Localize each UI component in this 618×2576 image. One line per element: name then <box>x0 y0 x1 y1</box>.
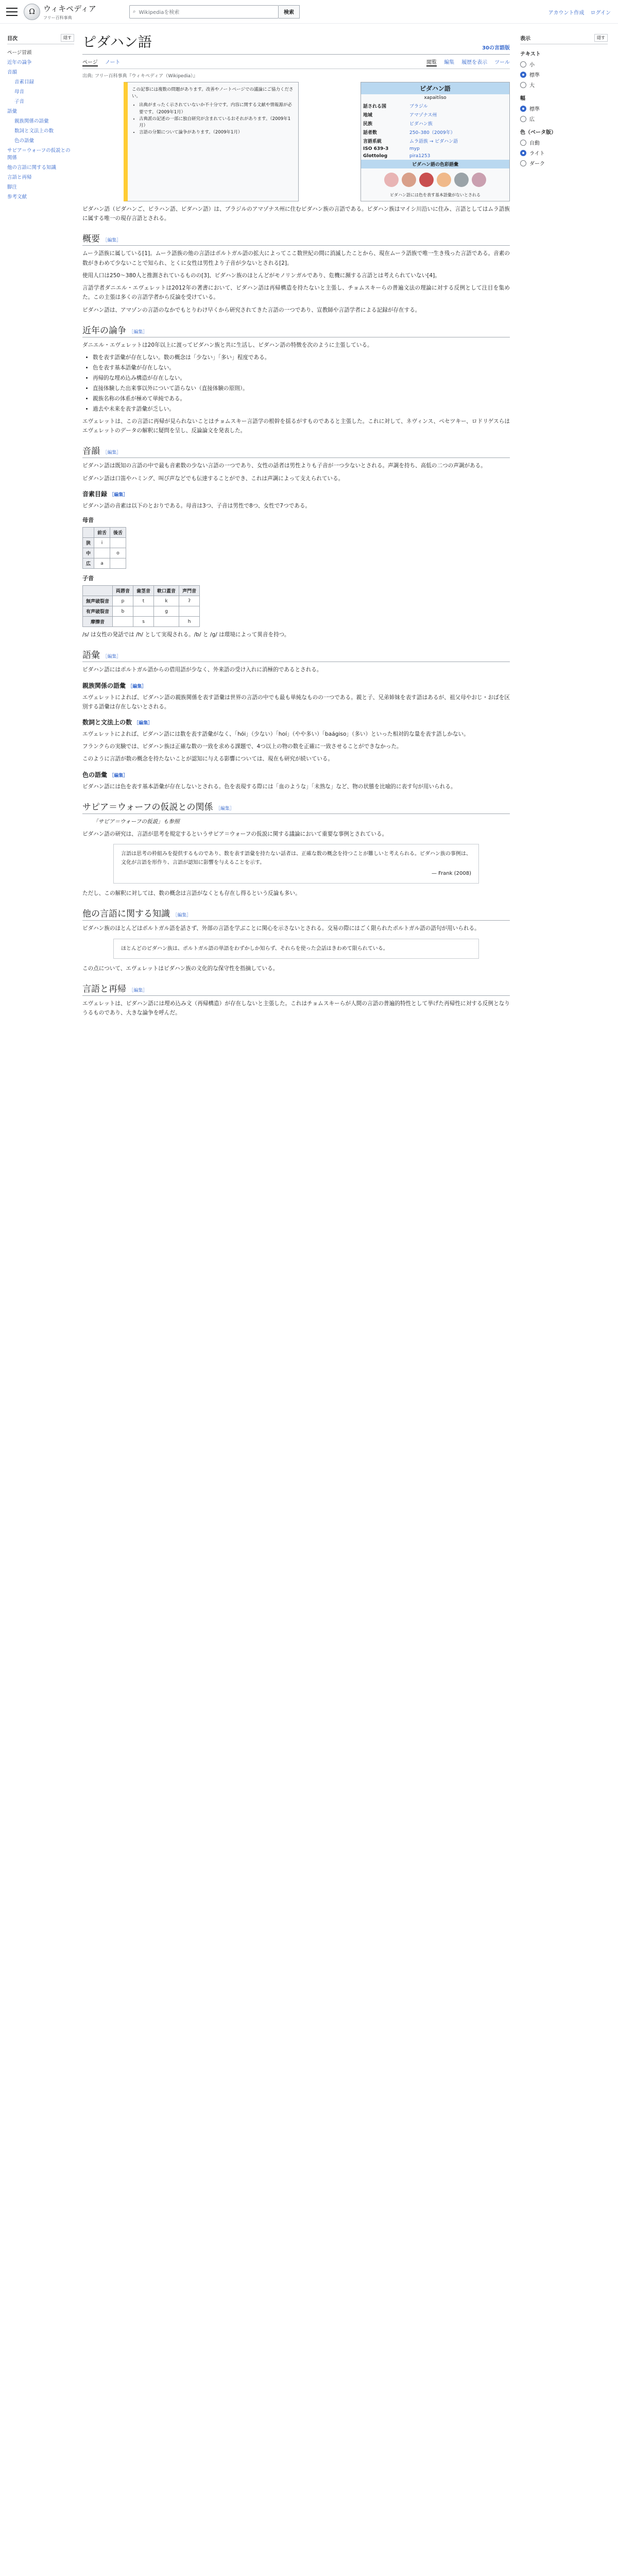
row-header: 広 <box>83 558 94 569</box>
width-option-wide[interactable]: 広 <box>520 115 608 123</box>
infobox-label: 民族 <box>363 122 373 127</box>
color-swatch <box>384 173 399 187</box>
see-also-note: 「サピア＝ウォーフの仮説」も参照 <box>93 818 180 825</box>
tab-talk[interactable]: ノート <box>105 60 121 65</box>
dispute-list <box>93 353 510 414</box>
infobox-value: pira1253 <box>409 154 431 159</box>
section-heading: 他の言語に関する知識 ［編集］ <box>82 906 510 921</box>
infobox-title: ピダハン語 <box>361 82 509 94</box>
color-swatch <box>454 173 469 187</box>
search-icon: ⌕ <box>133 9 136 14</box>
article-content <box>82 31 510 1021</box>
section-heading: 言語と再帰 ［編集］ <box>82 981 510 996</box>
quote-text: ほとんどのピダハン族は、ポルトガル語の単語をわずかしか知らず、それらを使った会話はきわめて限られている。 <box>121 945 388 952</box>
table-header: 軟口蓋音 <box>154 586 179 596</box>
color-swatch <box>402 173 416 187</box>
tab-read[interactable]: 閲覧 <box>426 58 437 66</box>
table-cell <box>133 606 154 617</box>
paragraph: ピダハン語は口笛やハミング、叫び声などでも伝達することができ、これは声調によって支えられている。 <box>82 475 344 482</box>
paragraph: ムーラ語族に属している[1]。ムーラ語族の他の言語はポルトガル語の拡大によってここ数世紀の間に消滅したことから、現在ムーラ語族で唯一生き残った言語である。音素の数がきわめて少ないことで知られ、とくに女性は男性より子音が少ないとされる[2]。 <box>82 250 510 266</box>
toc-item[interactable]: 近年の論争 <box>7 60 32 65</box>
quote-text: 言語は思考の枠組みを提供するものであり、数を表す語彙を持たない話者は、正確な数の概念を持つことが難しいと考えられる。ピダハン族の事例は、文化が言語を形作り、言語が認知に影響を与えることを示す。 <box>121 851 471 866</box>
infobox-band: ピダハン語の色彩語彙 <box>361 160 509 168</box>
section-heading: 音韻 ［編集］ <box>82 444 510 458</box>
login-link[interactable]: ログイン <box>590 10 611 16</box>
row-header: 狭 <box>83 538 94 548</box>
globe-icon: Ω <box>24 4 40 20</box>
color-swatch <box>472 173 486 187</box>
width-option-standard[interactable]: 標準 <box>520 105 608 112</box>
toc-item[interactable]: 脚注 <box>7 184 18 190</box>
create-account-link[interactable]: アカウント作成 <box>548 10 585 16</box>
subsection-heading: 音素目録 ［編集］ <box>82 490 128 498</box>
toc-item[interactable]: 音素目録 <box>14 79 35 85</box>
infobox-value: ムラ語族 → ピダハン語 <box>409 139 458 144</box>
table-cell <box>179 606 200 617</box>
toc-sidebar <box>7 34 74 202</box>
color-option-auto[interactable]: 自動 <box>520 139 608 146</box>
site-header <box>0 0 618 24</box>
table-cell <box>110 538 126 548</box>
menu-icon[interactable] <box>6 8 18 16</box>
appearance-hide-button[interactable]: 隠す <box>594 34 608 42</box>
row-header: 無声破裂音 <box>83 596 113 606</box>
quote-source: — Frank (2008) <box>431 871 471 877</box>
table-header <box>83 586 113 596</box>
edit-link[interactable]: ［編集］ <box>128 684 147 689</box>
row-header: 摩擦音 <box>83 617 113 627</box>
section-heading: サピア＝ウォーフの仮説との関係 ［編集］ <box>82 800 510 814</box>
table-cell: k <box>154 596 179 606</box>
text-size-label: テキスト <box>520 52 541 57</box>
table-cell: s <box>133 617 154 627</box>
paragraph: エヴェレットは、ピダハン語には埋め込み文（再帰構造）が存在しないと主張した。これはチョムスキーらが人間の言語の普遍的特性として挙げた再帰性に対する反例となりうるものであり、大きな論争を呼んだ。 <box>82 1000 510 1016</box>
language-infobox <box>360 82 510 201</box>
table-cell: g <box>154 606 179 617</box>
paragraph: フランクらの実験では、ピダハン族は正確な数の一致を求める課題で、4つ以上の物の数を正確に一致させることができなかった。 <box>82 743 402 750</box>
search-form <box>129 5 300 19</box>
row-header: 中 <box>83 548 94 558</box>
edit-link[interactable]: ［編集］ <box>102 238 122 244</box>
toc-item[interactable]: サピア＝ウォーフの仮説との関係 <box>7 148 71 161</box>
color-swatch <box>437 173 451 187</box>
infobox-caption: ピダハン語には色を表す基本語彙がないとされる <box>390 193 480 197</box>
table-cell: h <box>179 617 200 627</box>
table-cell: i <box>94 538 110 548</box>
edit-link[interactable]: ［編集］ <box>102 654 122 660</box>
paragraph: ダニエル・エヴェレットは20年以上に渡ってピダハン族と共に生活し、ピダハン語の特徴を次のように主張している。 <box>82 342 373 348</box>
toc-item[interactable]: 語彙 <box>7 109 18 114</box>
paragraph: 使用人口は250〜380人と推測されているものの[3]、ピダハン族のほとんどがモノリンガルであり、危機に瀕する言語とは考えられていない[4]。 <box>82 272 440 279</box>
edit-link[interactable]: ［編集］ <box>215 806 234 811</box>
maintenance-notice <box>124 82 299 201</box>
page-title: ピダハン語 <box>82 35 152 50</box>
infobox-value: 250–380（2009年） <box>409 130 455 135</box>
infobox-label: 言語系統 <box>363 139 382 144</box>
toc-item[interactable]: 音韻 <box>7 70 18 75</box>
table-header: 前舌 <box>94 528 110 538</box>
list-item: • 再帰的な埋め込み構造が存在しない。 <box>93 374 510 383</box>
color-option-light[interactable]: ライト <box>520 149 608 157</box>
toc-item[interactable]: 参考文献 <box>7 194 27 200</box>
list-item: • 親族名称の体系が極めて単純である。 <box>93 394 510 403</box>
toc-item[interactable]: 言語と再帰 <box>7 175 32 180</box>
table-cell: ʔ <box>179 596 200 606</box>
subsection-heading: 色の語彙 ［編集］ <box>82 771 128 778</box>
toc-item[interactable]: 親族関係の語彙 <box>14 118 49 124</box>
tab-page[interactable]: ページ <box>82 58 98 66</box>
notice-item: • 古典派の記述の一部に独自研究が含まれているおそれがあります。（2009年1月） <box>139 116 294 129</box>
paragraph: ピダハン語は、アマゾンの言語のなかでもとりわけ早くから研究されてきた言語の一つであり、宣教師や言語学者による記録が存在する。 <box>82 307 421 313</box>
color-swatch <box>419 173 434 187</box>
table-cell: p <box>113 596 133 606</box>
toc-item[interactable]: 数詞と文法上の数 <box>14 128 54 134</box>
tab-history[interactable]: 履歴を表示 <box>461 60 488 65</box>
toc-hide-button[interactable]: 隠す <box>61 34 74 42</box>
row-header: 有声破裂音 <box>83 606 113 617</box>
brand-tagline: フリー百科事典 <box>43 15 72 20</box>
edit-link[interactable]: ［編集］ <box>102 450 122 456</box>
text-option-large[interactable]: 大 <box>520 81 608 89</box>
table-cell: t <box>133 596 154 606</box>
subsection-heading: 親族関係の語彙 ［編集］ <box>82 682 147 689</box>
language-button[interactable]: 30の言語版 <box>482 45 510 51</box>
notice-lead: この記事には複数の問題があります。改善やノートページでの議論にご協力ください。 <box>132 87 294 99</box>
paragraph: エヴェレットによれば、ピダハン語には数を表す語彙がなく、「hói」（少ない）「hoí」（やや多い）「baágiso」（多い）といった相対的な量を表す語しかない。 <box>82 731 469 737</box>
paragraph: ピダハン語には色を表す基本語彙が存在しないとされる。色を表現する際には「血のような」「未熟な」など、物の状態を比喩的に表す句が用いられる。 <box>82 783 456 790</box>
toc-item[interactable]: 母音 <box>14 89 25 95</box>
infobox-label: ISO 639-3 <box>363 146 389 151</box>
list-item: • 過去や未来を表す語彙が乏しい。 <box>93 404 510 414</box>
infobox-value: アマゾナス州 <box>409 113 437 118</box>
consonant-table <box>82 585 200 627</box>
edit-link[interactable]: ［編集］ <box>134 720 153 726</box>
subsection-heading: 数詞と文法上の数 ［編集］ <box>82 718 153 726</box>
table-header <box>83 528 94 538</box>
width-label: 幅 <box>520 96 525 101</box>
table-cell: o <box>110 548 126 558</box>
appearance-heading: 表示 <box>520 36 530 42</box>
table-header: 後舌 <box>110 528 126 538</box>
vowel-table <box>82 527 126 569</box>
infobox-label: Glottolog <box>363 154 388 159</box>
section-heading: 語彙 ［編集］ <box>82 648 510 662</box>
paragraph: エヴェレットは、この言語に再帰が見られないことはチョムスキー言語学の根幹を揺るがすものであると主張した。これに対して、ネヴィンス、ペセツキー、ロドリゲスらはエヴェレットのデータの解釈に疑問を呈し、反論論文を発表した。 <box>82 418 510 434</box>
table-header: 両唇音 <box>113 586 133 596</box>
paragraph: 言語学者ダニエル・エヴェレットは2012年の著書において、ピダハン語は再帰構造を持たないと主張し、チョムスキーらの普遍文法の理論に対する反例として注目を集めた。この主張は多くの言語学者から反論を受けている。 <box>82 285 510 301</box>
list-item: • 数を表す語彙が存在しない。数の概念は「少ない」「多い」程度である。 <box>93 353 510 362</box>
table-cell: b <box>113 606 133 617</box>
table-cell <box>113 617 133 627</box>
search-button[interactable]: 検索 <box>279 5 300 19</box>
paragraph: エヴェレットによれば、ピダハン語の親族関係を表す語彙は世界の言語の中でも最も単純なものの一つである。親と子、兄弟姉妹を表す語はあるが、祖父母やおじ・おばを区別する語彙は存在しないとされる。 <box>82 694 510 710</box>
table-header: 声門音 <box>179 586 200 596</box>
infobox-label: 話される国 <box>363 104 387 109</box>
infobox-value: ピダハン族 <box>409 122 433 127</box>
table-cell: a <box>94 558 110 569</box>
tab-edit[interactable]: 編集 <box>444 60 455 65</box>
paragraph: この点について、エヴェレットはピダハン族の文化的な保守性を指摘している。 <box>82 965 279 972</box>
paragraph: ピダハン族のほとんどはポルトガル語を話さず、外部の言語を学ぶことに関心を示さないとされる。交易の際にはごく限られたポルトガル語の語句が用いられる。 <box>82 925 480 932</box>
infobox-value: myp <box>409 146 420 151</box>
paragraph: ピダハン語の音素は以下のとおりである。母音は3つ、子音は男性で8つ、女性で7つである。 <box>82 502 311 509</box>
paragraph: ピダハン語は既知の言語の中で最も音素数の少ない言語の一つであり、女性の話者は男性よりも子音が一つ少ないとされる。声調を持ち、高低の二つの声調がある。 <box>82 463 486 469</box>
text-option-standard[interactable]: 標準 <box>520 71 608 78</box>
blockquote <box>113 844 479 884</box>
edit-link[interactable]: ［編集］ <box>129 329 148 335</box>
subsection-heading: 母音 <box>82 517 94 524</box>
site-logo[interactable] <box>24 3 129 21</box>
notice-item: • 出典がまったく示されていないか不十分です。内容に関する文献や情報源が必要です。（2009年1月） <box>139 102 294 115</box>
toc-item[interactable]: ページ冒頭 <box>7 50 32 56</box>
list-item: • 色を表す基本語彙が存在しない。 <box>93 363 510 372</box>
infobox-label: 地域 <box>363 113 373 118</box>
notice-item: • 言語の分類について論争があります。（2009年1月） <box>139 129 294 136</box>
section-heading: 概要 ［編集］ <box>82 231 510 246</box>
paragraph: このように言語が数の概念を持たないことが認知に与える影響については、現在も研究が続いている。 <box>82 756 334 762</box>
infobox-label: 話者数 <box>363 130 377 135</box>
text-option-small[interactable]: 小 <box>520 60 608 68</box>
appearance-panel <box>520 34 608 170</box>
table-cell <box>110 558 126 569</box>
table-cell <box>154 617 179 627</box>
infobox-native-name: xapaitíiso <box>424 95 447 100</box>
blockquote <box>113 939 479 959</box>
edit-link[interactable]: ［編集］ <box>109 492 128 498</box>
edit-link[interactable]: ［編集］ <box>173 913 192 919</box>
color-swatches <box>361 168 509 191</box>
lead-paragraph: ピダハン語（ピダハンご、ピラハン語、ピダハン語）は、ブラジルのアマゾナス州に住むピダハン族の言語である。ピダハン族はマイシ川沿いに住み、言語としてはムラ語族に属する唯一の現存言語とされる。 <box>82 206 510 222</box>
paragraph: ピダハン語にはポルトガル語からの借用語が少なく、外来語の受け入れに消極的であるとされる。 <box>82 667 322 673</box>
color-label: 色（ベータ版） <box>520 130 556 135</box>
toc-item[interactable]: 他の言語に関する知識 <box>7 165 57 171</box>
color-option-dark[interactable]: ダーク <box>520 159 608 167</box>
paragraph: /s/ は女性の発話では /h/ として実現される。/b/ と /g/ は環境によって異音を持つ。 <box>82 632 290 638</box>
edit-link[interactable]: ［編集］ <box>129 988 148 993</box>
toc-item[interactable]: 子音 <box>14 99 25 105</box>
section-heading: 近年の論争 ［編集］ <box>82 323 510 337</box>
paragraph: ただし、この解釈に対しては、数の概念は言語がなくとも存在し得るという反論も多い。 <box>82 890 301 897</box>
infobox-value: ブラジル <box>409 104 428 109</box>
paragraph: ピダハン語の研究は、言語が思考を規定するというサピア＝ウォーフの仮説に関する議論において重要な事例とされている。 <box>82 831 388 838</box>
table-cell <box>94 548 110 558</box>
edit-link[interactable]: ［編集］ <box>109 773 128 778</box>
brand-name: ウィキペディア <box>43 4 96 13</box>
article-source: 出典: フリー百科事典『ウィキペディア（Wikipedia）』 <box>82 74 198 79</box>
list-item: • 直接体験した出来事以外について語らない（直接体験の原則）。 <box>93 384 510 393</box>
table-header: 歯茎音 <box>133 586 154 596</box>
toc-heading: 目次 <box>7 36 18 42</box>
tab-tools[interactable]: ツール <box>494 60 510 65</box>
toc-item[interactable]: 色の語彙 <box>14 138 35 144</box>
search-input[interactable]: ⌕ Wikipediaを検索 <box>129 5 279 19</box>
subsection-heading: 子音 <box>82 575 94 582</box>
